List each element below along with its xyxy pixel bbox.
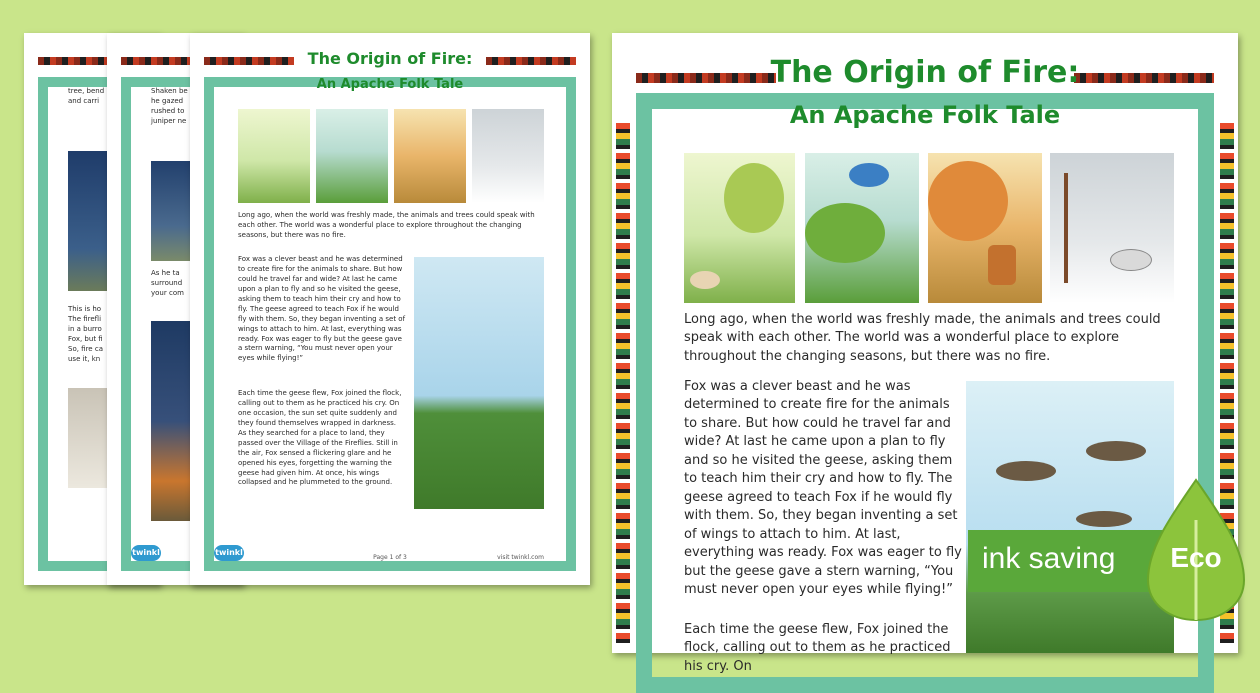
season-panel-summer <box>316 109 388 203</box>
small-season-panels <box>238 109 544 203</box>
season-panel-spring <box>684 153 795 303</box>
season-panel-winter <box>1050 153 1174 303</box>
illustration-fox-geese <box>966 381 1174 653</box>
small-title-line2: An Apache Folk Tale <box>316 77 464 92</box>
ink-saving-badge <box>968 530 1260 592</box>
front-page-thumbnail <box>190 33 590 585</box>
season-panel-autumn <box>928 153 1042 303</box>
badge-label: ink saving <box>982 542 1116 575</box>
season-panel-winter <box>472 109 544 203</box>
twinkl-logo: twinkl <box>214 545 244 561</box>
season-panels <box>684 153 1174 303</box>
season-panel-spring <box>238 109 310 203</box>
back-page-text-top: tree, bend and carri <box>68 87 105 105</box>
page-title-line1: The Origin of Fire: <box>770 55 1080 90</box>
middle-page-text-bottom: As he ta surround your com <box>151 269 184 297</box>
small-illustration-fox-geese <box>414 257 544 509</box>
twinkl-logo: twinkl <box>131 545 161 561</box>
paragraph-3: Each time the geese flew, Fox joined the flock, calling out to them as he practiced his cry. On <box>684 622 951 674</box>
page-title-line2: An Apache Folk Tale <box>789 101 1061 129</box>
small-paragraph-1: Long ago, when the world was freshly made, the animals and trees could speak with each other. The world was a wonderful place to explore throughout the changing seasons, but there was no fire. <box>238 211 535 239</box>
small-title-line1: The Origin of Fire: <box>307 49 473 68</box>
back-page-text-bottom: This is ho The firefli in a burro Fox, but fi So, fire ca use it, kn <box>68 305 103 363</box>
badge-eco: Eco <box>1170 542 1222 573</box>
twinkl-url: visit twinkl.com <box>497 554 544 561</box>
small-paragraph-2: Fox was a clever beast and he was determined to create fire for the animals to share. But how could he travel far and wide? At last he came upon a plan to fly and so he visited the geese, asking them to teach him their cry and how to fly. The geese agreed to teach Fox if he would fly with them. So, they began inventing a set of wings to attach to him. At last, everything was ready. Fox was eager to fly but the geese gave a stern warning, “You must never open your eyes while flying!” <box>238 255 406 363</box>
page-number: Page 1 of 3 <box>373 554 407 561</box>
season-panel-autumn <box>394 109 466 203</box>
paragraph-1: Long ago, when the world was freshly made, the animals and trees could speak with each other. The world was a wonderful place to explore throughout the changing seasons, but there was no fire. <box>684 312 1161 364</box>
paragraph-2: Fox was a clever beast and he was determined to create fire for the animals to share. But how could he travel far and wide? At last he came upon a plan to fly and so he visited the geese, asking them to teach him their cry and how to fly. The geese agreed to teach Fox if he would fly with them. So, they began inventing a set of wings to attach to him. At last, everything was ready. Fox was eager to fly but the geese gave a stern warning, “You must never open your eyes while flying!” <box>684 379 962 597</box>
middle-page-text-top: Shaken be he gazed rushed to juniper ne <box>151 87 188 125</box>
season-panel-summer <box>805 153 919 303</box>
small-paragraph-3: Each time the geese flew, Fox joined the flock, calling out to them as he practiced his cry. On one occasion, the sun set quite suddenly and they found themselves wrapped in darkness. As they searched for a place to land, they passed over the Village of the Fireflies. Still in the air, Fox sensed a flickering glare and he opened his eyes, forgetting the warning the geese had given him. At once, his wings collapsed and he plummeted to the ground. <box>238 389 402 487</box>
